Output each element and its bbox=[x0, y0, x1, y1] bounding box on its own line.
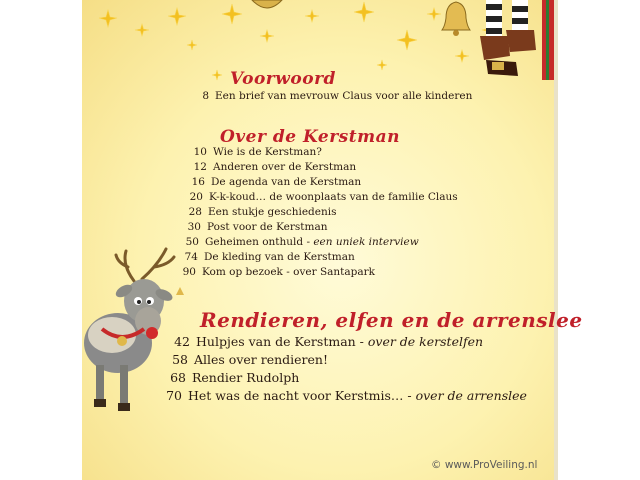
section-title-rendieren: Rendieren, elfen en de arrenslee bbox=[200, 308, 583, 332]
toc-page-number: 68 bbox=[170, 370, 186, 385]
toc-page-number: 8 bbox=[202, 90, 209, 102]
toc-page-number: 30 bbox=[187, 221, 201, 233]
toc-entry-text: Een stukje geschiedenis bbox=[208, 206, 337, 218]
toc-entry-text: Kom op bezoek - over Santapark bbox=[202, 266, 376, 278]
toc-entry-text: De kleding van de Kerstman bbox=[204, 251, 355, 263]
toc-page-number: 16 bbox=[191, 176, 205, 188]
elf-legs-illustration bbox=[446, 0, 556, 80]
toc-entry-subtitle: over de arrenslee bbox=[415, 388, 527, 403]
toc-entry-text: K-k-koud… de woonplaats van de familie Claus bbox=[209, 191, 458, 203]
section-title-voorwoord: Voorwoord bbox=[230, 69, 336, 89]
toc-entry[interactable] bbox=[190, 146, 322, 158]
toc-entry[interactable] bbox=[186, 191, 458, 203]
toc-entry[interactable] bbox=[184, 221, 328, 233]
toc-entry[interactable] bbox=[182, 236, 419, 248]
toc-page-number: 58 bbox=[172, 352, 188, 367]
watermark: © www.ProVeiling.nl bbox=[431, 459, 538, 471]
toc-entry-text: Alles over rendieren! bbox=[194, 352, 329, 367]
toc-entry[interactable] bbox=[195, 90, 472, 102]
toc-page-number: 50 bbox=[185, 236, 199, 248]
toc-entry[interactable] bbox=[166, 370, 299, 385]
toc-entry-text: Anderen over de Kerstman bbox=[213, 161, 357, 173]
toc-entry-text: Een brief van mevrouw Claus voor alle kinderen bbox=[215, 90, 473, 102]
toc-entry-text: Post voor de Kerstman bbox=[207, 221, 328, 233]
toc-entry-text: De agenda van de Kerstman bbox=[211, 176, 362, 188]
toc-entry[interactable] bbox=[188, 176, 361, 188]
toc-entry[interactable] bbox=[181, 251, 355, 263]
toc-page-number: 90 bbox=[182, 266, 196, 278]
toc-entry[interactable] bbox=[179, 266, 375, 278]
toc-entry-text: Geheimen onthuld - bbox=[205, 236, 314, 248]
toc-page-number: 42 bbox=[174, 334, 190, 349]
toc-entry[interactable] bbox=[162, 388, 527, 403]
toc-page-number: 28 bbox=[188, 206, 202, 218]
toc-entry[interactable] bbox=[185, 206, 337, 218]
toc-entry-text: Rendier Rudolph bbox=[192, 370, 300, 385]
toc-entry[interactable] bbox=[168, 352, 328, 367]
toc-page-number: 74 bbox=[184, 251, 198, 263]
toc-entry-text: Het was de nacht voor Kerstmis… - bbox=[188, 388, 416, 403]
toc-entry-subtitle: een uniek interview bbox=[313, 236, 419, 248]
toc-entry[interactable] bbox=[170, 334, 483, 349]
section-title-over-de-kerstman: Over de Kerstman bbox=[220, 127, 400, 147]
page-edge bbox=[554, 0, 558, 480]
toc-entry-subtitle: over de kerstelfen bbox=[367, 334, 484, 349]
toc-page-number: 20 bbox=[189, 191, 203, 203]
gold-bell-icon bbox=[250, 0, 284, 12]
toc-page-number: 10 bbox=[193, 146, 207, 158]
toc-entry-text: Hulpjes van de Kerstman - bbox=[196, 334, 368, 349]
toc-entry-text: Wie is de Kerstman? bbox=[213, 146, 322, 158]
toc-page-number: 12 bbox=[193, 161, 207, 173]
toc-entry[interactable] bbox=[190, 161, 356, 173]
toc-page-number: 70 bbox=[166, 388, 182, 403]
